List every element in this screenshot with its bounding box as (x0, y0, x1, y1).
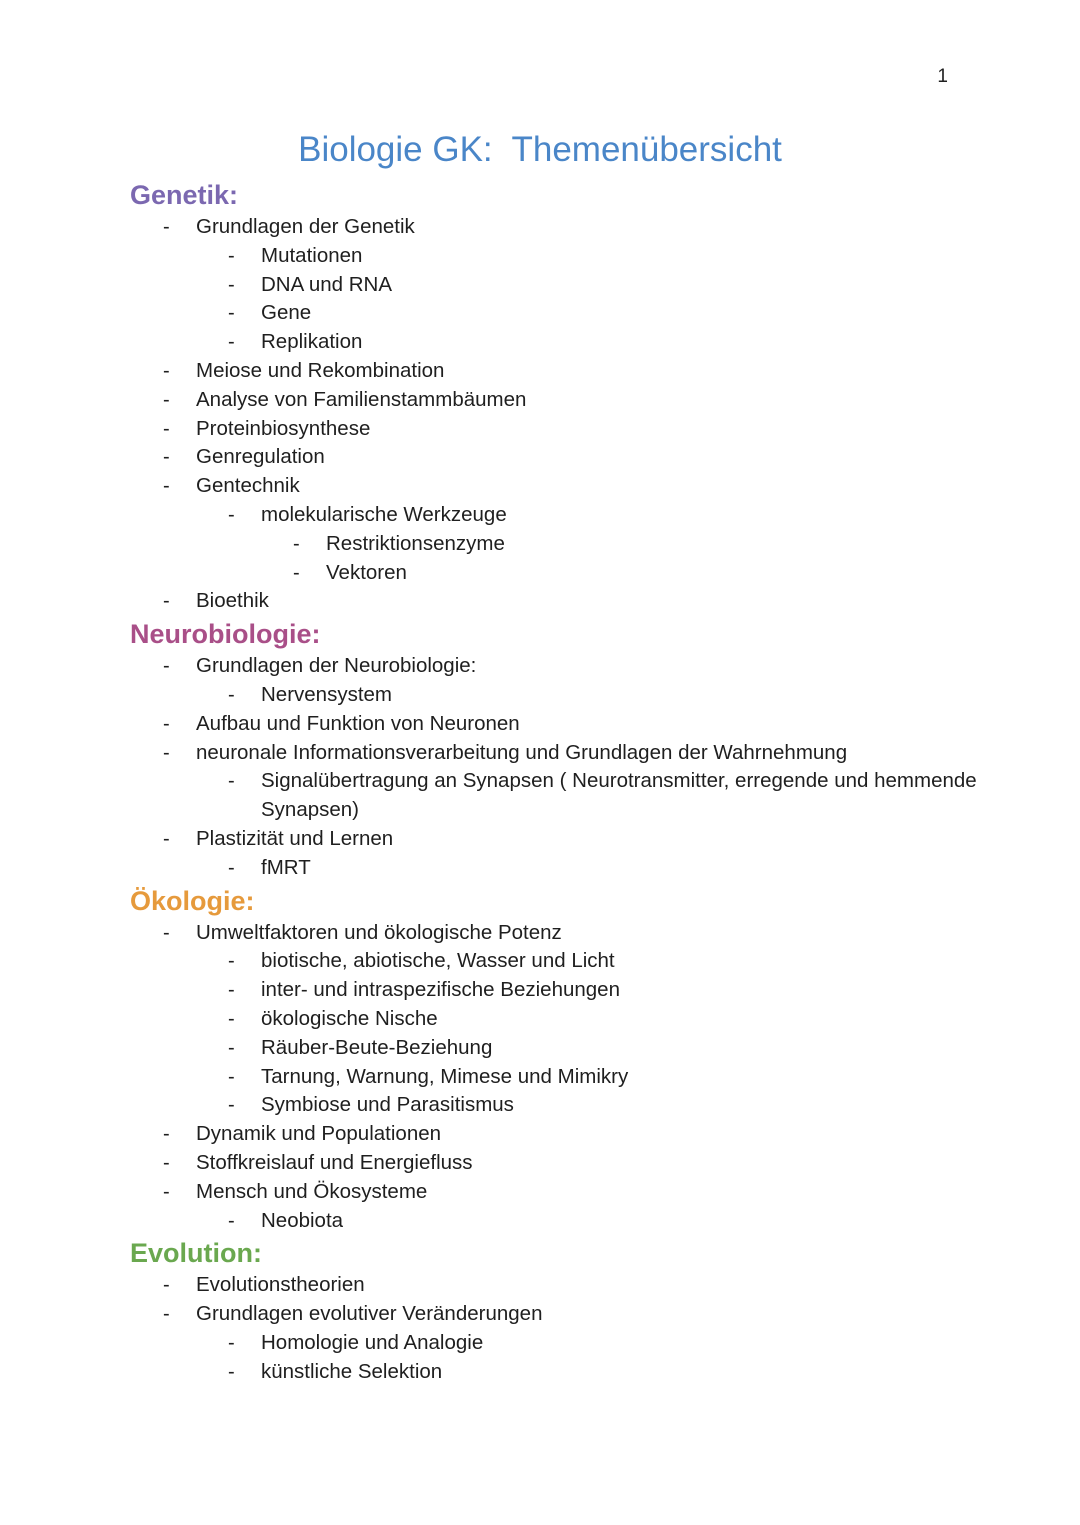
dash-bullet-icon: - (163, 359, 170, 382)
section-evolution (130, 1235, 1030, 1386)
dash-bullet-icon: - (228, 503, 235, 526)
topic-item (130, 919, 1030, 948)
dash-bullet-icon: - (163, 1123, 170, 1146)
topic-text: Plastizität und Lernen (196, 826, 394, 850)
topic-item (130, 947, 1030, 976)
section-ökologie (130, 883, 1030, 1236)
dash-bullet-icon: - (163, 446, 170, 469)
topic-item (130, 1329, 1030, 1358)
topic-text: Signalübertragung an Synapsen ( Neurotransmitter, erregende und hemmende Synapsen) (261, 769, 977, 822)
topic-text: Genregulation (196, 445, 325, 469)
topic-item (130, 443, 1030, 472)
topic-list (130, 919, 1030, 1236)
dash-bullet-icon: - (228, 1036, 235, 1059)
topic-text: Tarnung, Warnung, Mimese und Mimikry (261, 1064, 629, 1088)
topic-text: Bioethik (196, 589, 269, 613)
dash-bullet-icon: - (228, 273, 235, 296)
topic-text: Gene (261, 301, 312, 325)
topic-list (130, 213, 1030, 616)
topic-text: ökologische Nische (261, 1006, 438, 1030)
topic-text: Grundlagen der Neurobiologie: (196, 654, 477, 678)
topic-item (130, 213, 1030, 242)
topic-text: biotische, abiotische, Wasser und Licht (261, 949, 615, 973)
dash-bullet-icon: - (163, 655, 170, 678)
topic-text: Proteinbiosynthese (196, 416, 371, 440)
topic-item (130, 1300, 1030, 1329)
topic-item (130, 472, 1030, 501)
dash-bullet-icon: - (228, 244, 235, 267)
dash-bullet-icon: - (228, 979, 235, 1002)
topic-item (130, 854, 1030, 883)
topic-text: Umweltfaktoren und ökologische Potenz (196, 920, 562, 944)
topic-item (130, 299, 1030, 328)
dash-bullet-icon: - (228, 950, 235, 973)
dash-bullet-icon: - (163, 417, 170, 440)
topic-item (130, 652, 1030, 681)
topic-item (130, 530, 1030, 559)
topic-text: Evolutionstheorien (196, 1273, 365, 1297)
topic-text: molekularische Werkzeuge (261, 502, 507, 526)
dash-bullet-icon: - (163, 921, 170, 944)
topic-item (130, 1358, 1030, 1387)
dash-bullet-icon: - (228, 1209, 235, 1232)
dash-bullet-icon: - (163, 475, 170, 498)
topic-text: künstliche Selektion (261, 1359, 443, 1383)
topic-text: Dynamik und Populationen (196, 1122, 442, 1146)
section-neurobiologie (130, 616, 1030, 882)
topic-item (130, 587, 1030, 616)
dash-bullet-icon: - (163, 590, 170, 613)
dash-bullet-icon: - (228, 1331, 235, 1354)
topic-text: Restriktionsenzyme (326, 531, 505, 555)
topic-item (130, 1063, 1030, 1092)
section-heading: Ökologie: (130, 885, 255, 916)
topic-item (130, 825, 1030, 854)
section-heading: Neurobiologie: (130, 619, 321, 650)
topic-text: Analyse von Familienstammbäumen (196, 387, 527, 411)
topic-text: Nervensystem (261, 682, 393, 706)
topic-item (130, 681, 1030, 710)
topic-text: Meiose und Rekombination (196, 358, 445, 382)
dash-bullet-icon: - (163, 827, 170, 850)
topic-item (130, 976, 1030, 1005)
page-title: Biologie GK: Themenübersicht (298, 130, 782, 169)
topic-item (130, 1149, 1030, 1178)
topic-text: fMRT (261, 855, 311, 879)
topic-list (130, 652, 1030, 882)
dash-bullet-icon: - (163, 216, 170, 238)
dash-bullet-icon: - (228, 856, 235, 879)
dash-bullet-icon: - (228, 1094, 235, 1117)
dash-bullet-icon: - (163, 388, 170, 411)
topic-text: Stoffkreislauf und Energiefluss (196, 1150, 473, 1174)
dash-bullet-icon: - (163, 741, 170, 764)
section-heading: Evolution: (130, 1238, 262, 1269)
topic-item (130, 242, 1030, 271)
topic-text: Replikation (261, 330, 363, 354)
dash-bullet-icon: - (163, 1274, 170, 1297)
topic-text: Homologie und Analogie (261, 1330, 484, 1354)
topic-item (130, 1120, 1030, 1149)
topic-text: Gentechnik (196, 474, 300, 498)
section-genetik (130, 177, 1030, 616)
topic-item (130, 1034, 1030, 1063)
topic-text: Grundlagen der Genetik (196, 215, 415, 238)
topic-text: Neobiota (261, 1208, 344, 1232)
topic-item (130, 415, 1030, 444)
dash-bullet-icon: - (228, 302, 235, 325)
topic-item (130, 1271, 1030, 1300)
topic-text: Aufbau und Funktion von Neuronen (196, 711, 520, 735)
topic-item (130, 710, 1030, 739)
topic-item (130, 328, 1030, 357)
topic-outline (130, 177, 1030, 1386)
dash-bullet-icon: - (228, 770, 235, 793)
topic-text: Grundlagen evolutiver Veränderungen (196, 1302, 543, 1326)
topic-item (130, 559, 1030, 588)
topic-item (130, 357, 1030, 386)
topic-item (130, 1207, 1030, 1236)
dash-bullet-icon: - (163, 1151, 170, 1174)
dash-bullet-icon: - (228, 331, 235, 354)
topic-item (130, 1091, 1030, 1120)
topic-list (130, 1271, 1030, 1386)
topic-item (130, 767, 1030, 825)
topic-text: Mutationen (261, 243, 363, 267)
dash-bullet-icon: - (228, 1065, 235, 1088)
page-number: 1 (937, 66, 948, 87)
dash-bullet-icon: - (293, 532, 300, 555)
topic-text: DNA und RNA (261, 272, 393, 296)
section-heading: Genetik: (130, 180, 239, 210)
topic-item (130, 501, 1030, 530)
topic-item (130, 1005, 1030, 1034)
topic-text: neuronale Informationsverarbeitung und Grundlagen der Wahrnehmung (196, 740, 848, 764)
dash-bullet-icon: - (228, 683, 235, 706)
dash-bullet-icon: - (228, 1007, 235, 1030)
topic-item (130, 386, 1030, 415)
topic-text: Mensch und Ökosysteme (196, 1179, 428, 1203)
topic-item (130, 1178, 1030, 1207)
dash-bullet-icon: - (163, 1303, 170, 1326)
topic-text: Vektoren (326, 560, 407, 584)
topic-item (130, 271, 1030, 300)
dash-bullet-icon: - (163, 1180, 170, 1203)
topic-text: Symbiose und Parasitismus (261, 1093, 514, 1117)
dash-bullet-icon: - (293, 561, 300, 584)
dash-bullet-icon: - (228, 1360, 235, 1383)
topic-text: inter- und intraspezifische Beziehungen (261, 978, 620, 1002)
topic-text: Räuber-Beute-Beziehung (261, 1035, 493, 1059)
dash-bullet-icon: - (163, 712, 170, 735)
topic-item (130, 739, 1030, 768)
